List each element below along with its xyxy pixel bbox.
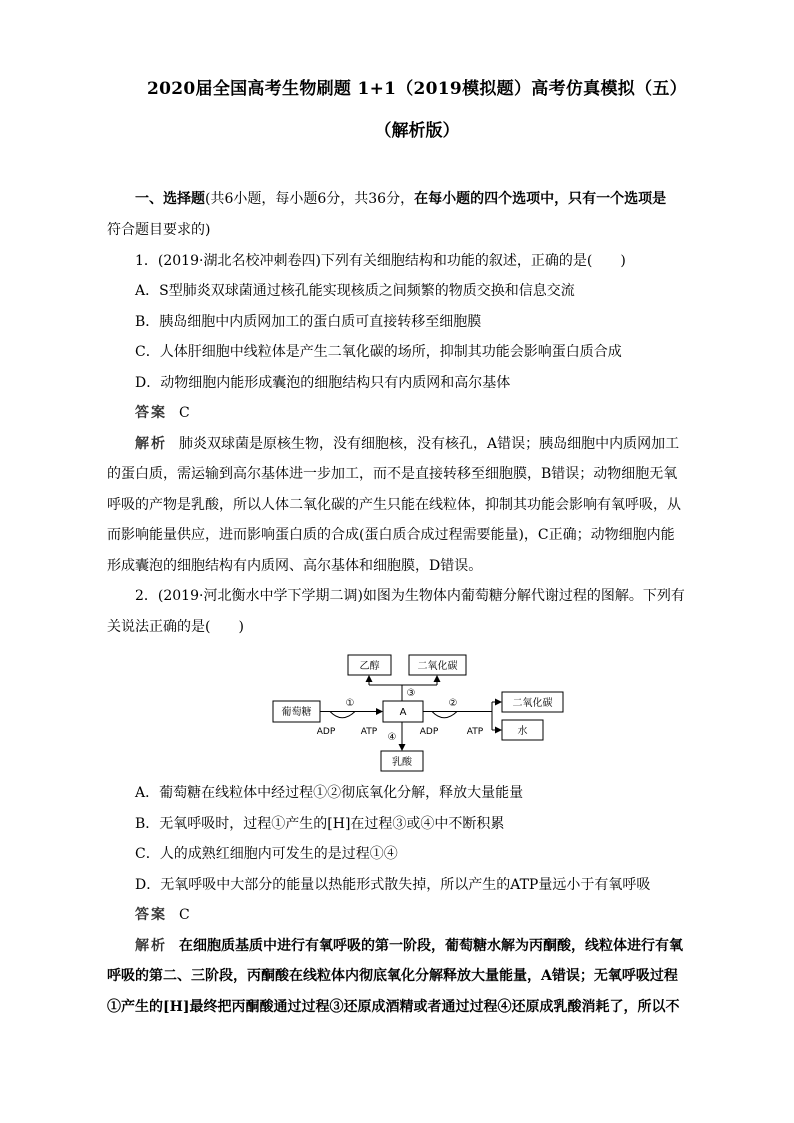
q1-analysis-line-4: 而影响能量供应，进而影响蛋白质的合成(蛋白质合成过程需要能量)，C正确；动物细胞内能 (107, 527, 675, 543)
metabolism-diagram (107, 648, 727, 774)
q2-stem-line-2: 关说法正确的是( ) (107, 618, 244, 635)
q1-analysis-text-1: 肺炎双球菌是原核生物，没有细胞核，没有核孔，A错误；胰岛细胞中内质网加工 (179, 435, 680, 452)
metabolism-diagram-svg (107, 648, 727, 774)
q2-option-b: B．无氧呼吸时，过程①产生的[H]在过程③或④中不断积累 (135, 815, 505, 832)
q2-answer-label: 答案 (135, 907, 167, 923)
q1-analysis-line-5: 形成囊泡的细胞结构有内质网、高尔基体和细胞膜，D错误。 (107, 557, 483, 574)
q1-option-c: C．人体肝细胞中线粒体是产生二氧化碳的场所，抑制其功能会影响蛋白质合成 (135, 344, 622, 360)
q1-stem: 1．(2019·湖北名校冲刺卷四)下列有关细胞结构和功能的叙述，正确的是( ) (135, 252, 626, 269)
q2-option-d: D．无氧呼吸中大部分的能量以热能形式散失掉，所以产生的ATP量远小于有氧呼吸 (135, 876, 651, 893)
q1-analysis-line-1 (107, 429, 727, 460)
q1-option-a: A．S型肺炎双球菌通过核孔能实现核质之间频繁的物质交换和信息交流 (135, 283, 575, 299)
q2-analysis-line-1 (107, 931, 727, 962)
q2-option-a: A．葡萄糖在线粒体中经过程①②彻底氧化分解，释放大量能量 (135, 785, 524, 801)
section-heading (107, 184, 727, 215)
document-body (107, 184, 727, 1022)
q2-analysis-text-1: 在细胞质基质中进行有氧呼吸的第一阶段，葡萄糖水解为丙酮酸，线粒体进行有氧 (179, 937, 683, 954)
q2-answer-value: C (179, 907, 190, 923)
atp2-label: ATP (466, 727, 484, 737)
section-heading-normal: (共6小题，每小题6分，共36分， (205, 191, 415, 207)
water-label: 水 (517, 726, 528, 737)
q1-answer-label: 答案 (135, 405, 167, 421)
q2-analysis-line-2: 呼吸的第二、三阶段，丙酮酸在线粒体内彻底氧化分解释放大量能量，A错误；无氧呼吸过程 (107, 968, 678, 984)
q2-analysis-label: 解析 (135, 937, 167, 954)
q1-option-b: B．胰岛细胞中内质网加工的蛋白质可直接转移至细胞膜 (135, 313, 482, 330)
q2-stem-line-1: 2．(2019·河北衡水中学下学期二调)如图为生物体内葡萄糖分解代谢过程的图解。下列有 (135, 588, 685, 604)
page-title: 2020届全国高考生物刷题 1+1（2019模拟题）高考仿真模拟（五） (147, 79, 687, 99)
q2-answer (107, 900, 727, 931)
adp1-label: ADP (316, 727, 336, 737)
adp2-label: ADP (419, 727, 439, 737)
atp1-label: ATP (360, 727, 378, 737)
section-heading-line2: 符合题目要求的) (107, 222, 211, 238)
q1-analysis-label: 解析 (135, 435, 167, 452)
lactic-label: 乳酸 (392, 757, 412, 768)
glucose-label: 葡萄糖 (281, 707, 312, 718)
section-heading-bold2: 在每小题的四个选项中，只有一个选项是 (414, 191, 667, 207)
step4-label: ④ (387, 732, 397, 743)
step2-label: ② (448, 698, 458, 709)
q1-analysis-line-3: 呼吸的产物是乳酸，所以人体二氧化碳的产生只能在线粒体，抑制其功能会影响有氧呼吸，从 (107, 496, 681, 513)
q2-option-c: C．人的成熟红细胞内可发生的是过程①④ (135, 846, 398, 862)
step3-label: ③ (406, 688, 416, 699)
q1-option-d: D．动物细胞内能形成囊泡的细胞结构只有内质网和高尔基体 (135, 374, 511, 391)
q2-analysis-line-3: ①产生的[H]最终把丙酮酸通过过程③还原成酒精或者通过过程④还原成乳酸消耗了，所以不 (107, 998, 680, 1015)
co2-top-label: 二氧化碳 (417, 661, 458, 672)
page-subtitle: （解析版） (374, 121, 460, 141)
a-label: A (399, 707, 407, 718)
q1-answer-value: C (179, 405, 190, 421)
q1-analysis-line-2: 的蛋白质，需运输到高尔基体进一步加工，而不是直接转移至细胞膜，B错误；动物细胞无氧 (107, 466, 678, 482)
co2-right-label: 二氧化碳 (512, 698, 553, 709)
q1-answer (107, 398, 727, 429)
step1-label: ① (345, 698, 355, 709)
section-heading-bold: 一、选择题 (135, 191, 205, 207)
ethanol-label: 乙醇 (359, 661, 380, 672)
